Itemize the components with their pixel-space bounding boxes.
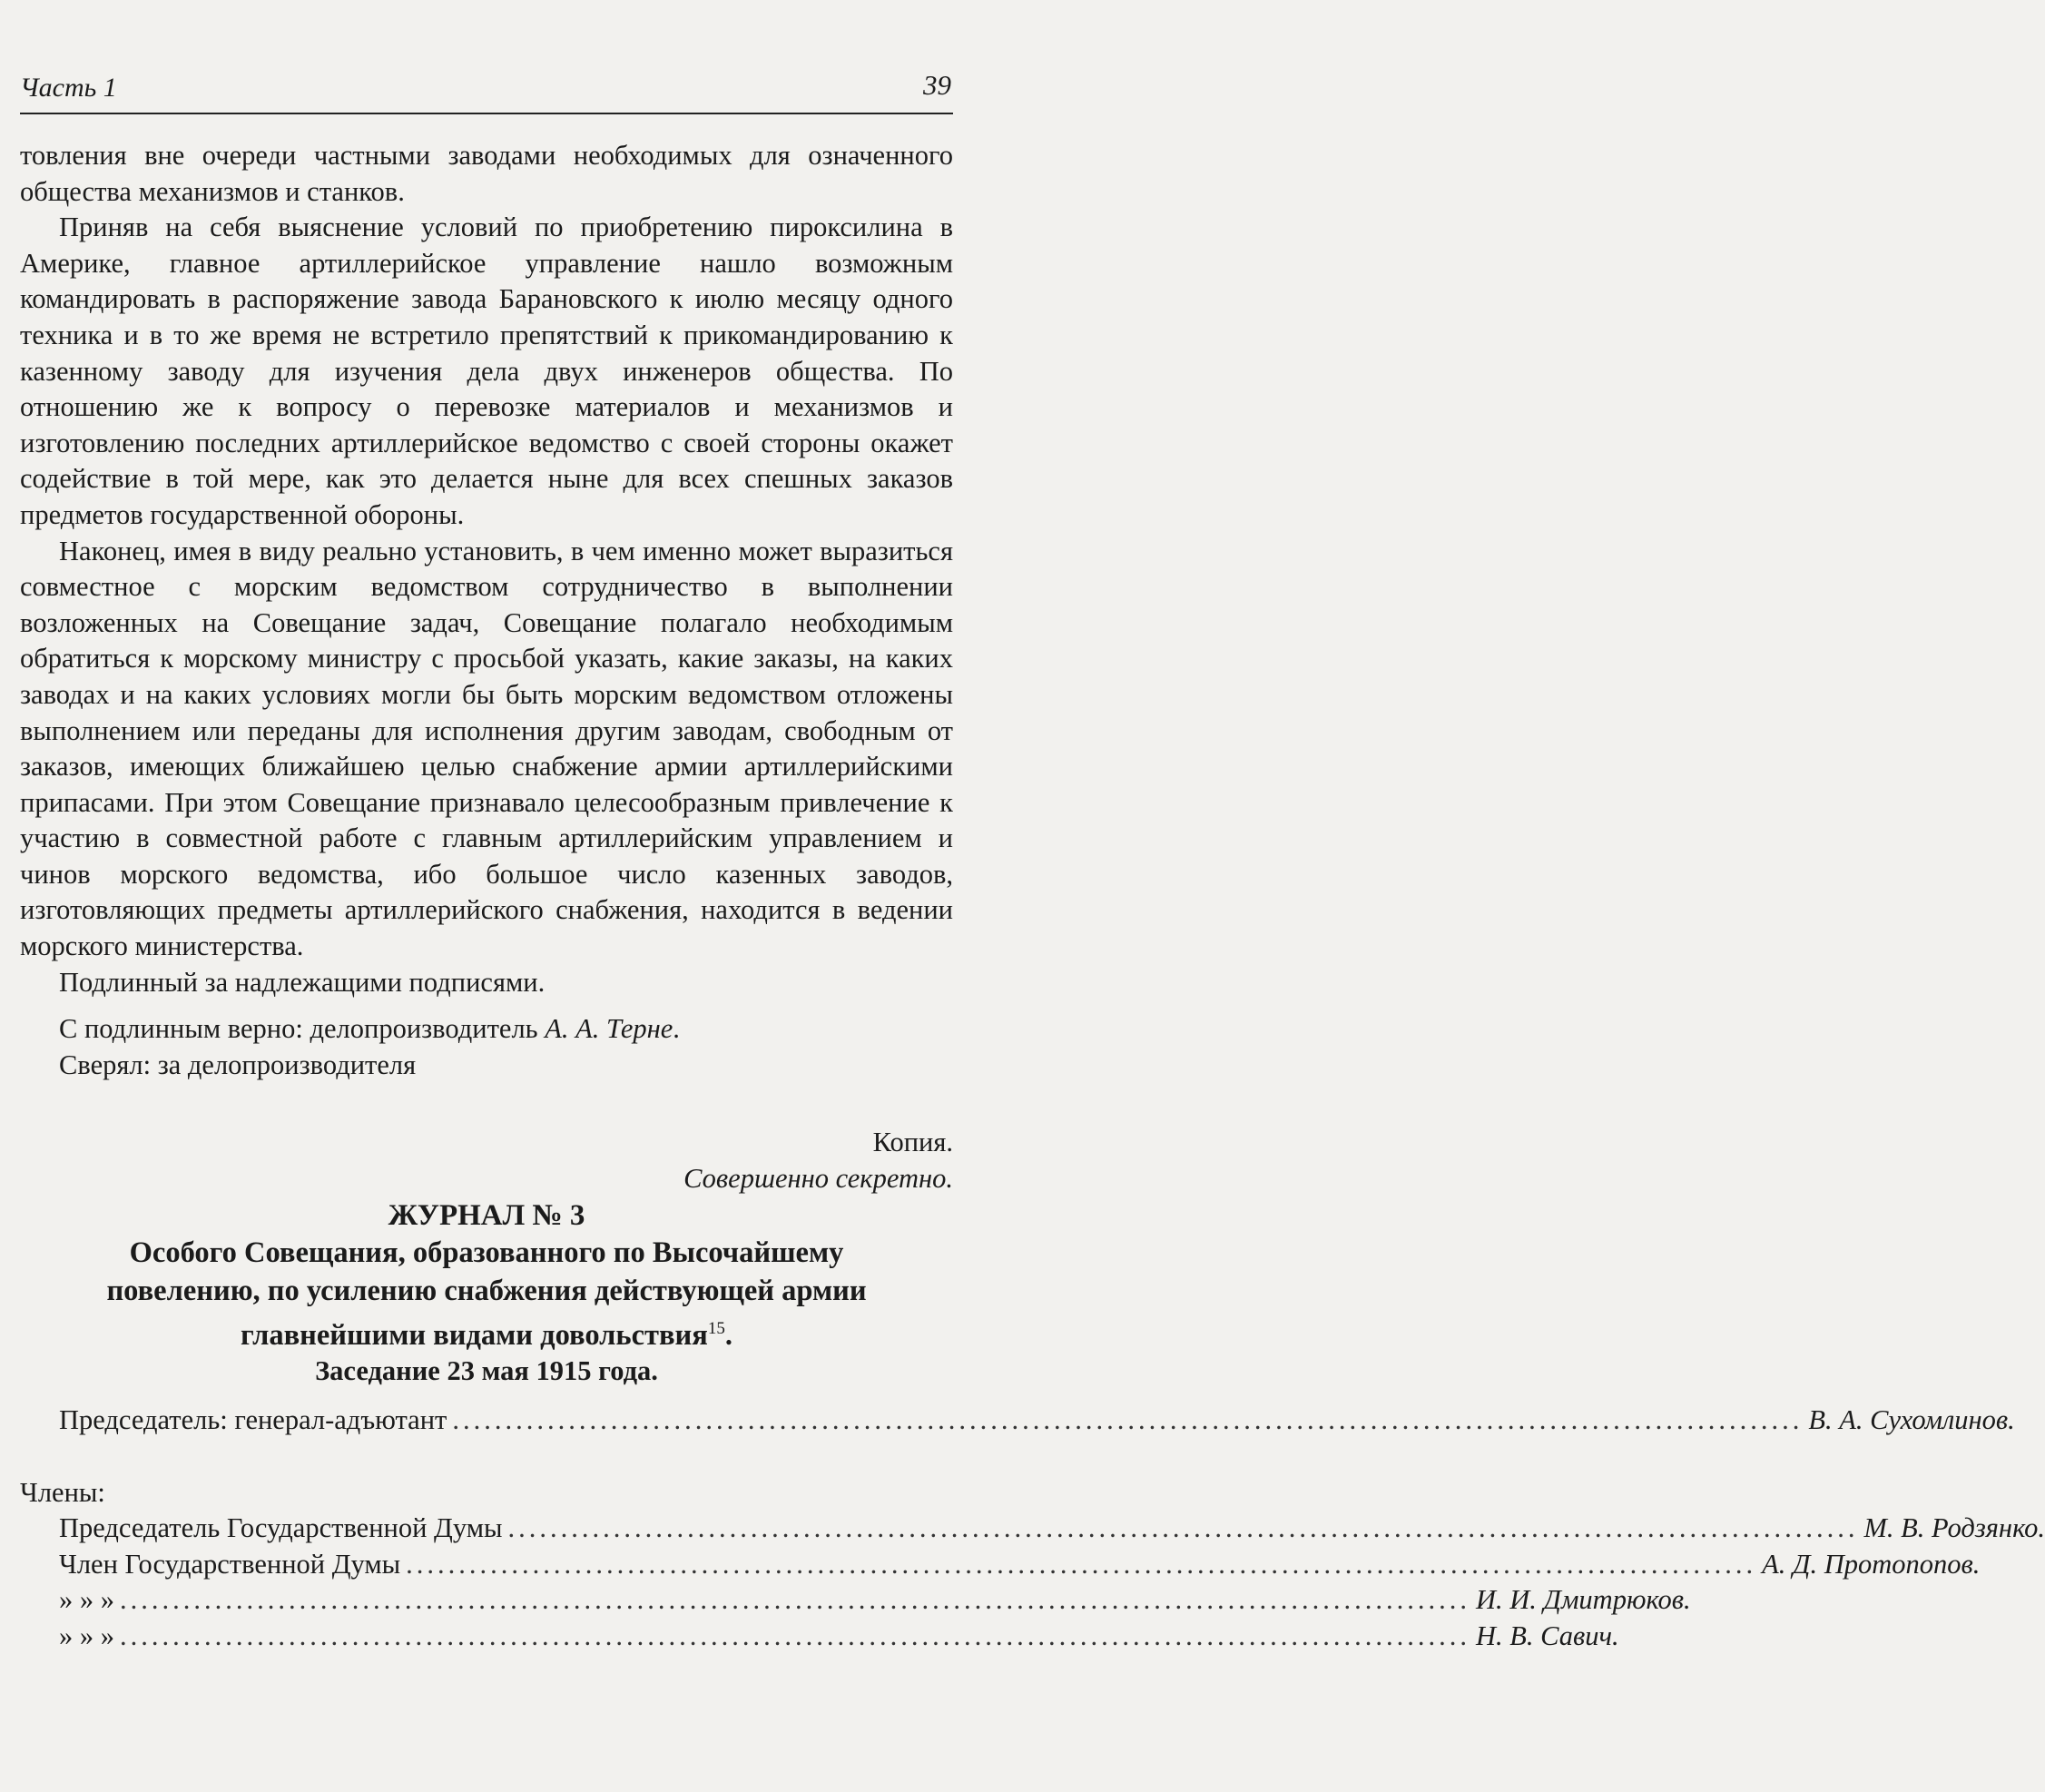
journal-subtitle xyxy=(20,1234,953,1354)
page-body xyxy=(20,138,2045,1655)
member-name: А. Д. Протопопов. xyxy=(1762,1548,1981,1580)
footnote-mark: 15 xyxy=(707,1318,725,1338)
part-label: Часть 1 xyxy=(20,73,117,103)
leader-dots: ................................................................................................................................ xyxy=(452,1404,1804,1436)
chairman-row xyxy=(20,1403,2015,1439)
paragraph-1: товления вне очереди частными заводами необходимых для означенного общества механизмов и станков. xyxy=(20,140,953,207)
leader-dots: ................................................................................................................................ xyxy=(406,1548,1757,1580)
leader-dots: ................................................................................................................................ xyxy=(120,1584,1470,1616)
journal-title: ЖУРНАЛ № 3 xyxy=(388,1198,585,1232)
subtitle-line-3 xyxy=(20,1310,953,1354)
member-label: Член Государственной Думы xyxy=(59,1548,401,1580)
member-row xyxy=(20,1547,1981,1583)
copy-stamp: Копия. xyxy=(872,1127,953,1158)
chairman-name: В. А. Сухомлинов. xyxy=(1808,1404,2015,1436)
chairman-label: Председатель: генерал-адъютант xyxy=(59,1404,447,1436)
paragraph-4: Подлинный за надлежащими подписями. xyxy=(59,966,546,998)
paragraph-3: Наконец, имея в виду реально установить, в чем именно может выразиться совместное с морским ведомством сотрудничество в выполнении возложенных на Совещание задач, Совещание полагало необходимым обратиться к морскому министру с просьбой указать, какие заказы, на каких заводах и на каких условиях могли бы быть морским ведомством отложены выполнением или переданы для исполнения другим заводам, свободным от заказов, имеющих ближайшею целью снабжение армии артиллерийскими припасами. При этом Совещание признавало целесообразным привлечение к участию в совместной работе с главным артиллерийским управлением и чинов морского ведомства, ибо большое число казенных заводов, изготовляющих предметы артиллерийского снабжения, находится в ведении морского министерства. xyxy=(20,535,953,962)
member-row xyxy=(20,1511,2045,1547)
leader-dots: ................................................................................................................................ xyxy=(507,1512,1859,1544)
member-name: Н. В. Савич. xyxy=(1476,1620,1619,1652)
member-label: Председатель Государственной Думы xyxy=(59,1512,503,1544)
verified-end: . xyxy=(673,1013,680,1045)
page-number: 39 xyxy=(923,69,951,101)
member-row xyxy=(20,1619,1619,1655)
verified-name: А. А. Терне xyxy=(545,1013,673,1045)
members-heading: Члены: xyxy=(20,1476,105,1508)
leader-dots: ................................................................................................................................ xyxy=(120,1620,1470,1652)
member-row xyxy=(20,1582,1691,1619)
subtitle-line-1: Особого Совещания, образованного по Высочайшему xyxy=(129,1236,844,1269)
subtitle-line-2: повелению, по усилению снабжения действующей армии xyxy=(106,1274,867,1307)
member-name: М. В. Родзянко. xyxy=(1863,1512,2045,1544)
running-header xyxy=(20,67,953,114)
subtitle-line-3-text: главнейшими видами довольствия xyxy=(241,1318,708,1352)
member-name: И. И. Дмитрюков. xyxy=(1476,1584,1691,1616)
member-label: » » » xyxy=(59,1620,114,1652)
secret-stamp: Совершенно секретно. xyxy=(683,1163,953,1195)
subtitle-end: . xyxy=(724,1318,732,1352)
paragraph-2: Приняв на себя выяснение условий по приобретению пироксилина в Америке, главное артиллерийское управление нашло возможным командировать в распоряжение завода Барановского к июлю месяцу одного техника и в то же время не встретило препятствий к прикомандированию к казенному заводу для изучения дела двух инженеров общества. По отношению же к вопросу о перевозке материалов и механизмов и изготовлению последних артиллерийское ведомство с своей стороны окажет содействие в той мере, как это делается ныне для всех спешных заказов предметов государственной обороны. xyxy=(20,212,953,530)
verified-prefix: С подлинным верно: делопроизводитель xyxy=(59,1013,546,1045)
member-label: » » » xyxy=(59,1584,114,1616)
checked-line: Сверял: за делопроизводителя xyxy=(59,1049,417,1080)
session-date: Заседание 23 мая 1915 года. xyxy=(315,1355,658,1387)
verified-line xyxy=(20,1011,953,1048)
